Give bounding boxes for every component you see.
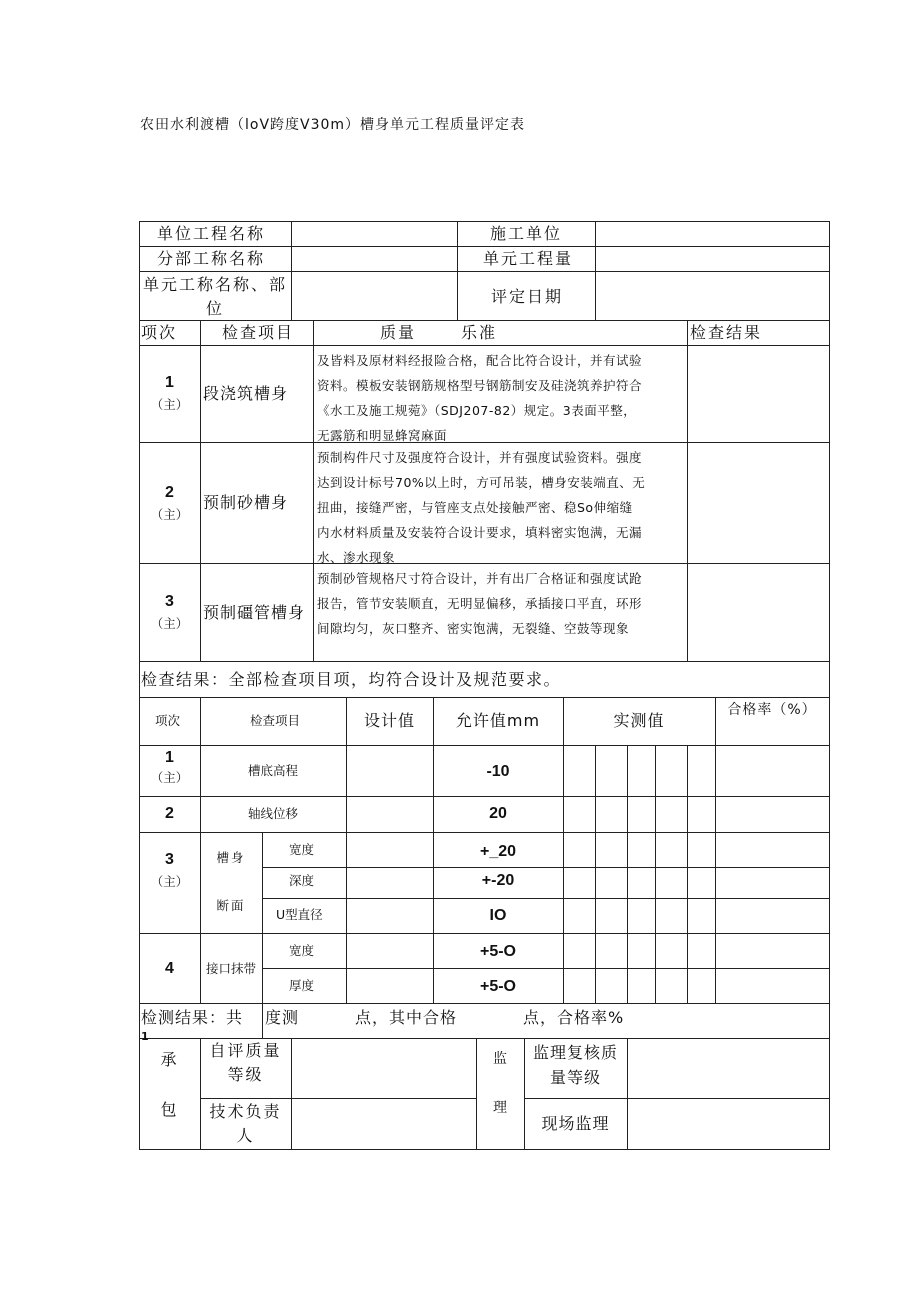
unit-quantity-value[interactable] xyxy=(596,247,829,271)
measure-sub-allowed: +-20 xyxy=(481,872,515,889)
measure-row-item: 槽底高程 xyxy=(247,763,298,778)
unit-project-value[interactable] xyxy=(292,222,457,246)
summary-text: 点，合格率% xyxy=(523,1008,625,1027)
self-grade-label: 等级 xyxy=(227,1065,264,1084)
measure-row-number: 1 xyxy=(165,749,174,766)
measure-sub-item: U型直径 xyxy=(276,907,323,922)
document-title: 农田水利渡槽（loV跨度V30m）槽身单元工程质量评定表 xyxy=(140,117,526,133)
check-row-tag: （主） xyxy=(150,616,189,631)
element-name-label: 单元工称名称、部 xyxy=(143,275,288,294)
check-row-tag: （主） xyxy=(150,507,189,522)
review-grade-value[interactable] xyxy=(628,1039,829,1098)
measure-row-tag: （主） xyxy=(150,770,189,785)
measure-row-allowed: -10 xyxy=(486,763,510,780)
measure-row-item: 轴线位移 xyxy=(247,806,298,821)
review-grade-label: 量等级 xyxy=(549,1068,601,1087)
allowed-value-header: 允许值mm xyxy=(455,711,541,730)
summary-text: 度测 xyxy=(265,1008,300,1027)
measure-sub-item: 深度 xyxy=(289,873,315,888)
check-row-standard: 预制砂管规格尺寸符合设计，并有出厂合格证和强度试跄 报告，管节安装顺直，无明显偏移，承插接口平直，环形 间隙均匀，灰口整齐、密实饱满，无裂缝、空鼓等现象 xyxy=(317,571,643,636)
measure-row-tag: （主） xyxy=(150,874,189,889)
pass-rate-header: 合格率（%） xyxy=(727,702,817,718)
summary-text: 检测结果：共 xyxy=(141,1008,244,1027)
check-row-item: 预制礓管槽身 xyxy=(203,603,306,622)
measure-sub-allowed: +_20 xyxy=(479,843,517,860)
sub-project-value[interactable] xyxy=(292,247,457,271)
contractor-value[interactable] xyxy=(596,222,829,246)
site-supervisor-signature[interactable] xyxy=(628,1099,829,1149)
measure-sub-item: 宽度 xyxy=(289,943,315,958)
check-seq-header: 项次 xyxy=(141,323,178,342)
measure-seq-header: 项次 xyxy=(155,713,181,728)
element-name-label-cont: 位 xyxy=(206,299,225,318)
check-conclusion: 检查结果：全部检查项目项，均符合设计及规范要求。 xyxy=(141,670,562,689)
tech-lead-label: 技术负责 xyxy=(209,1102,282,1121)
measure-sub-allowed: +5-O xyxy=(479,943,516,960)
check-row-result[interactable] xyxy=(688,564,829,661)
contractor-label: 施工单位 xyxy=(490,224,563,243)
tech-lead-signature[interactable] xyxy=(292,1099,476,1149)
check-row-number: 3 xyxy=(165,593,174,610)
check-row-standard: 预制构件尺寸及强度符合设计，并有强度试验资料。强度 达到设计标号70%以上时，方可吊装，槽身安装端直、无 扭曲，接缝严密，与管座支点处接触严密、稳So伸缩缝 内水材料质量及安装符合设计要求，填料密实饱满，无漏 水、渗水现象 xyxy=(317,450,646,565)
supervisor-party-label: 监 xyxy=(493,1051,507,1067)
check-standard-header-b: 乐准 xyxy=(461,323,498,342)
measure-item-header: 检查项目 xyxy=(250,713,301,728)
eval-date-value[interactable] xyxy=(596,272,829,320)
measure-sub-allowed: IO xyxy=(489,907,507,924)
measure-group-label: 接口抹带 xyxy=(205,961,256,976)
measure-row-number: 3 xyxy=(165,851,174,868)
check-result-header: 检查结果 xyxy=(690,323,763,342)
measure-sub-item: 厚度 xyxy=(289,978,315,993)
eval-date-label: 评定日期 xyxy=(491,287,564,306)
measure-row-number: 4 xyxy=(165,960,174,977)
contractor-party-label: 包 xyxy=(160,1100,179,1119)
check-item-header: 检查项目 xyxy=(222,323,295,342)
measure-group-label: 槽身 xyxy=(216,850,246,865)
unit-project-label: 单位工程名称 xyxy=(157,224,266,243)
check-row-item: 段浇筑槽身 xyxy=(203,384,289,403)
measure-sub-allowed: +5-O xyxy=(479,978,516,995)
review-grade-label: 监理复核质 xyxy=(532,1043,618,1062)
check-row-result[interactable] xyxy=(688,443,829,563)
design-value-header: 设计值 xyxy=(363,711,415,730)
supervisor-party-label: 理 xyxy=(493,1100,507,1116)
self-grade-label: 自评质量 xyxy=(209,1041,282,1060)
check-row-item: 预制砂槽身 xyxy=(203,493,289,512)
measure-row-number: 2 xyxy=(165,805,174,822)
check-row-result[interactable] xyxy=(688,346,829,442)
self-grade-value[interactable] xyxy=(292,1039,476,1098)
measure-sub-item: 宽度 xyxy=(289,842,315,857)
sub-project-label: 分部工称名称 xyxy=(157,249,266,268)
summary-text: 1 xyxy=(141,1030,149,1043)
check-standard-header-a: 质量 xyxy=(380,323,417,342)
element-name-value[interactable] xyxy=(292,272,457,320)
tech-lead-label: 人 xyxy=(236,1126,255,1145)
check-row-number: 2 xyxy=(165,484,174,501)
unit-quantity-label: 单元工程量 xyxy=(483,249,574,268)
site-supervisor-label: 现场监理 xyxy=(541,1114,610,1133)
measure-row-allowed: 20 xyxy=(489,805,507,822)
measure-group-label: 断面 xyxy=(216,898,246,913)
check-row-number: 1 xyxy=(165,374,174,391)
measured-value-header: 实测值 xyxy=(613,711,665,730)
contractor-party-label: 承 xyxy=(160,1050,179,1069)
summary-text: 点，其中合格 xyxy=(355,1008,458,1027)
check-row-tag: （主） xyxy=(150,397,189,412)
check-row-standard: 及皆料及原材料经报险合格，配合比符合设计，并有试验 资料。模板安装钢筋规格型号钢筋制安及硅浇筑养护符合 《水工及施工规菀》（SDJ207-82）规定。3表面平整， 无露筋和明显蜂窝麻面 xyxy=(317,353,643,443)
